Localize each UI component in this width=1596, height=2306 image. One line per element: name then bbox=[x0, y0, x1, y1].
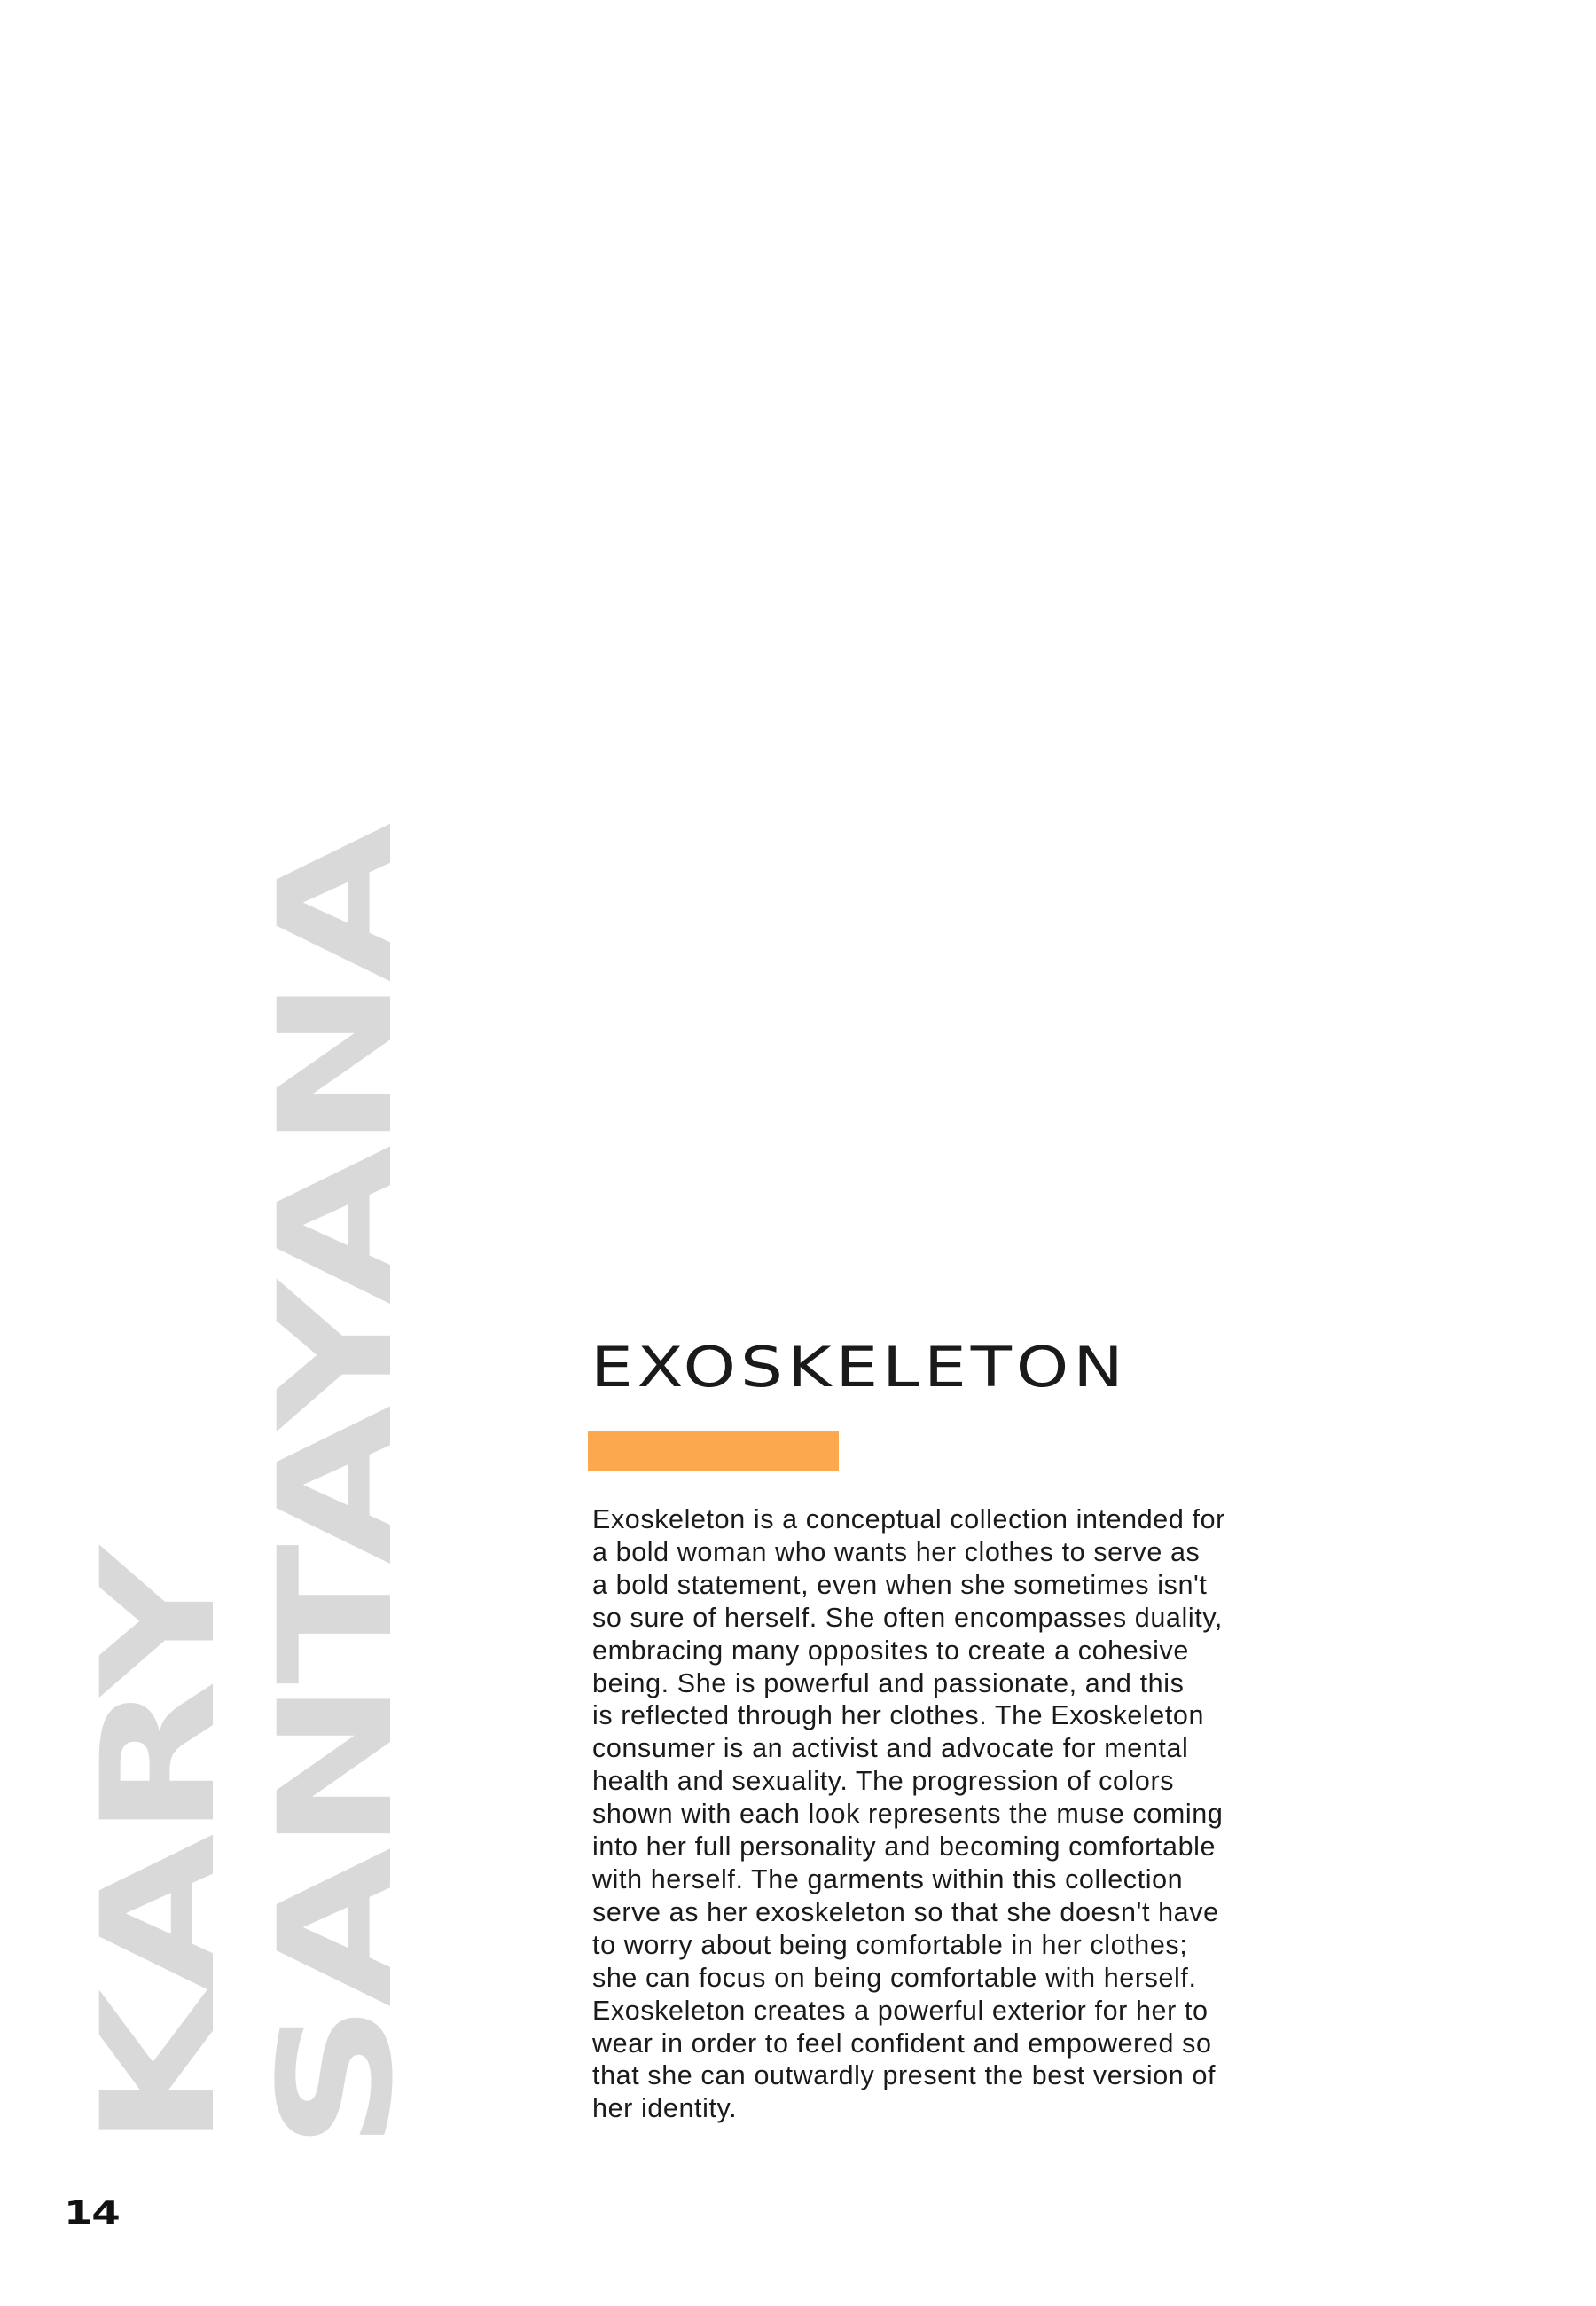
description-line: into her full personality and becoming comfortable bbox=[592, 1831, 1217, 1863]
description-line: she can focus on being comfortable with herself. bbox=[592, 1962, 1197, 1993]
description-line: wear in order to feel confident and empowered so bbox=[592, 2028, 1212, 2059]
description-line: being. She is powerful and passionate, and this bbox=[592, 1667, 1185, 1698]
description-line: shown with each look represents the muse coming bbox=[592, 1799, 1224, 1830]
accent-bar bbox=[588, 1431, 839, 1471]
description-line: consumer is an activist and advocate for mental bbox=[592, 1733, 1189, 1764]
description-line: to worry about being comfortable in her clothes; bbox=[592, 1929, 1188, 1960]
section-title: EXOSKELETON bbox=[591, 1335, 1128, 1400]
description-line: serve as her exoskeleton so that she doesn't have bbox=[592, 1896, 1219, 1927]
page-number: 14 bbox=[64, 2195, 120, 2231]
description-line: health and sexuality. The progression of colors bbox=[592, 1766, 1175, 1797]
description-line: so sure of herself. She often encompasses duality, bbox=[592, 1602, 1223, 1633]
description-line: a bold statement, even when she sometimes isn't bbox=[592, 1569, 1208, 1600]
collection-description bbox=[592, 1503, 1293, 2125]
description-line: that she can outwardly present the best version of bbox=[592, 2060, 1217, 2091]
description-line: her identity. bbox=[592, 2093, 738, 2124]
description-line: with herself. The garments within this collection bbox=[592, 1863, 1184, 1894]
description-line: Exoskeleton is a conceptual collection intended for bbox=[592, 1504, 1225, 1534]
description-line: is reflected through her clothes. The Exoskeleton bbox=[592, 1700, 1205, 1731]
description-line: a bold woman who wants her clothes to serve as bbox=[592, 1536, 1201, 1567]
description-line: Exoskeleton creates a powerful exterior for her to bbox=[592, 1995, 1209, 2026]
designer-first-name: KARY bbox=[68, 1550, 250, 2148]
description-line: embracing many opposites to create a cohesive bbox=[592, 1635, 1189, 1666]
designer-last-name: SANTAYANA bbox=[246, 827, 427, 2151]
